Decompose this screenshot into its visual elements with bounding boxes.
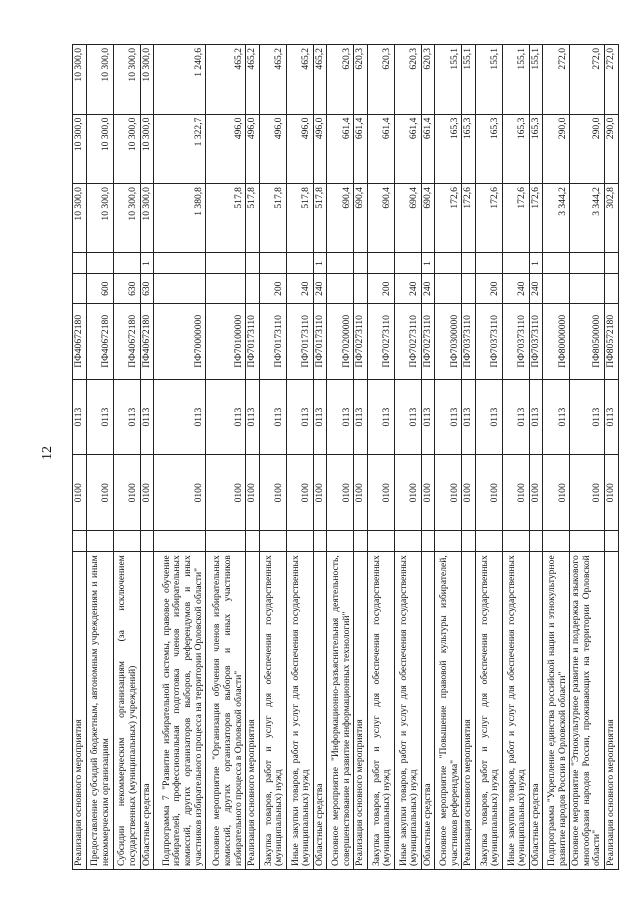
subsection-code: 0113 xyxy=(529,379,543,455)
source-mark xyxy=(394,253,421,274)
amount-year-2: 661,4 xyxy=(327,114,354,183)
section-code: 0100 xyxy=(206,455,246,531)
section-code: 0100 xyxy=(462,455,476,531)
source-mark xyxy=(327,253,354,274)
amount-year-2: 165,3 xyxy=(502,114,529,183)
section-code: 0100 xyxy=(529,455,543,531)
table-row xyxy=(206,45,246,870)
amount-year-1: 172,6 xyxy=(529,184,543,253)
target-article: ПФ70373110 xyxy=(475,303,502,379)
subsection-code: 0113 xyxy=(435,379,462,455)
blank-cell xyxy=(421,531,435,552)
expense-type xyxy=(435,274,462,303)
table-row xyxy=(327,45,354,870)
source-mark xyxy=(286,253,313,274)
source-mark xyxy=(154,253,206,274)
amount-year-2: 496,0 xyxy=(206,114,246,183)
source-mark xyxy=(206,253,246,274)
amount-year-2: 10 300,0 xyxy=(73,114,87,183)
amount-year-2: 496,0 xyxy=(286,114,313,183)
table-row xyxy=(543,45,570,870)
blank-cell xyxy=(246,531,260,552)
expense-type xyxy=(570,274,605,303)
table-row xyxy=(73,45,87,870)
amount-year-3: 155,1 xyxy=(475,45,502,115)
table-row xyxy=(86,45,113,870)
amount-year-1: 517,8 xyxy=(246,184,260,253)
table-row xyxy=(154,45,206,870)
amount-year-3: 10 300,0 xyxy=(113,45,140,115)
blank-cell xyxy=(313,531,327,552)
subsection-code: 0113 xyxy=(154,379,206,455)
row-name: Иные закупки товаров, работ и услуг для обеспечения государственных (муниципальных) нужд xyxy=(394,552,421,870)
table-row xyxy=(421,45,435,870)
source-mark xyxy=(475,253,502,274)
section-code: 0100 xyxy=(313,455,327,531)
amount-year-2: 496,0 xyxy=(246,114,260,183)
source-mark: 1 xyxy=(529,253,543,274)
expense-type: 200 xyxy=(475,274,502,303)
target-article: ПФ70100000 xyxy=(206,303,246,379)
amount-year-1: 690,4 xyxy=(367,184,394,253)
row-name: Иные закупки товаров, работ и услуг для обеспечения государственных (муниципальных) нужд xyxy=(502,552,529,870)
amount-year-1: 690,4 xyxy=(354,184,368,253)
blank-cell xyxy=(529,531,543,552)
row-name: Предоставление субсидий бюджетным, автономным учреждениям и иным некоммерческим организациям xyxy=(86,552,113,870)
amount-year-2: 290,0 xyxy=(605,114,619,183)
table-row xyxy=(570,45,605,870)
section-code: 0100 xyxy=(354,455,368,531)
amount-year-2: 661,4 xyxy=(367,114,394,183)
subsection-code: 0113 xyxy=(421,379,435,455)
expense-type: 240 xyxy=(313,274,327,303)
amount-year-3: 465,2 xyxy=(313,45,327,115)
amount-year-1: 517,8 xyxy=(259,184,286,253)
amount-year-1: 172,6 xyxy=(475,184,502,253)
amount-year-1: 690,4 xyxy=(394,184,421,253)
target-article: ПФ70273110 xyxy=(354,303,368,379)
amount-year-3: 155,1 xyxy=(502,45,529,115)
section-code: 0100 xyxy=(113,455,140,531)
subsection-code: 0113 xyxy=(475,379,502,455)
source-mark xyxy=(605,253,619,274)
target-article: ПФ40672180 xyxy=(140,303,154,379)
amount-year-2: 661,4 xyxy=(394,114,421,183)
amount-year-1: 517,8 xyxy=(206,184,246,253)
expense-type: 630 xyxy=(113,274,140,303)
subsection-code: 0113 xyxy=(86,379,113,455)
amount-year-1: 690,4 xyxy=(327,184,354,253)
amount-year-3: 620,3 xyxy=(367,45,394,115)
expense-type xyxy=(462,274,476,303)
row-name: Основное мероприятие "Информационно-разъяснительная деятельность, совершенствование и развитие информационных технологий" xyxy=(327,552,354,870)
row-name: Закупка товаров, работ и услуг для обеспечения государственных (муниципальных) нужд xyxy=(367,552,394,870)
amount-year-3: 1 240,6 xyxy=(154,45,206,115)
amount-year-1: 172,6 xyxy=(502,184,529,253)
section-code: 0100 xyxy=(570,455,605,531)
target-article: ПФ70373110 xyxy=(529,303,543,379)
amount-year-2: 10 300,0 xyxy=(113,114,140,183)
target-article: ПФ70373110 xyxy=(502,303,529,379)
expense-type: 630 xyxy=(140,274,154,303)
amount-year-3: 10 300,0 xyxy=(140,45,154,115)
blank-cell xyxy=(154,531,206,552)
amount-year-3: 620,3 xyxy=(421,45,435,115)
subsection-code: 0113 xyxy=(543,379,570,455)
subsection-code: 0113 xyxy=(502,379,529,455)
expense-type xyxy=(543,274,570,303)
table-row xyxy=(313,45,327,870)
table-wrapper xyxy=(72,44,617,870)
section-code: 0100 xyxy=(475,455,502,531)
expense-type: 240 xyxy=(502,274,529,303)
amount-year-3: 10 300,0 xyxy=(86,45,113,115)
table-row xyxy=(354,45,368,870)
target-article: ПФ70200000 xyxy=(327,303,354,379)
table-row xyxy=(246,45,260,870)
expense-type: 240 xyxy=(394,274,421,303)
amount-year-1: 10 300,0 xyxy=(86,184,113,253)
target-article: ПФ70300000 xyxy=(435,303,462,379)
target-article: ПФ70173110 xyxy=(246,303,260,379)
amount-year-2: 10 300,0 xyxy=(86,114,113,183)
amount-year-2: 496,0 xyxy=(313,114,327,183)
subsection-code: 0113 xyxy=(313,379,327,455)
blank-cell xyxy=(543,531,570,552)
blank-cell xyxy=(605,531,619,552)
expense-type xyxy=(206,274,246,303)
subsection-code: 0113 xyxy=(462,379,476,455)
table-row xyxy=(529,45,543,870)
table-row xyxy=(462,45,476,870)
section-code: 0100 xyxy=(259,455,286,531)
amount-year-2: 1 322,7 xyxy=(154,114,206,183)
table-body xyxy=(73,45,619,870)
section-code: 0100 xyxy=(140,455,154,531)
rotated-table-area xyxy=(72,44,617,870)
blank-cell xyxy=(462,531,476,552)
section-code: 0100 xyxy=(86,455,113,531)
subsection-code: 0113 xyxy=(113,379,140,455)
row-name: Областные средства xyxy=(313,552,327,870)
source-mark: 1 xyxy=(421,253,435,274)
amount-year-1: 10 300,0 xyxy=(140,184,154,253)
blank-cell xyxy=(259,531,286,552)
blank-cell xyxy=(113,531,140,552)
section-code: 0100 xyxy=(543,455,570,531)
amount-year-2: 165,3 xyxy=(435,114,462,183)
amount-year-2: 661,4 xyxy=(421,114,435,183)
subsection-code: 0113 xyxy=(259,379,286,455)
source-mark xyxy=(502,253,529,274)
blank-cell xyxy=(327,531,354,552)
blank-cell xyxy=(394,531,421,552)
target-article: ПФ70373110 xyxy=(462,303,476,379)
blank-cell xyxy=(502,531,529,552)
amount-year-1: 1 380,8 xyxy=(154,184,206,253)
row-name: Закупка товаров, работ и услуг для обеспечения государственных (муниципальных) нужд xyxy=(259,552,286,870)
row-name: Реализация основного мероприятия xyxy=(462,552,476,870)
section-code: 0100 xyxy=(394,455,421,531)
target-article: ПФ80500000 xyxy=(570,303,605,379)
amount-year-2: 661,4 xyxy=(354,114,368,183)
target-article: ПФ80572180 xyxy=(605,303,619,379)
amount-year-3: 465,2 xyxy=(206,45,246,115)
subsection-code: 0113 xyxy=(605,379,619,455)
table-row xyxy=(140,45,154,870)
amount-year-2: 496,0 xyxy=(259,114,286,183)
row-name: Иные закупки товаров, работ и услуг для обеспечения государственных (муниципальных) нужд xyxy=(286,552,313,870)
budget-table xyxy=(72,44,619,870)
row-name: Подпрограмма 7 "Развитие избирательной системы, правовое обучение избирателей, профессиональная подготовка членов избирательных комиссий, других организаторов выборов, референдумов и иных участников избирательного процесса на территории Орловской области" xyxy=(154,552,206,870)
amount-year-3: 272,0 xyxy=(605,45,619,115)
blank-cell xyxy=(286,531,313,552)
row-name: Реализация основного мероприятия xyxy=(605,552,619,870)
expense-type xyxy=(605,274,619,303)
subsection-code: 0113 xyxy=(394,379,421,455)
section-code: 0100 xyxy=(73,455,87,531)
row-name: Областные средства xyxy=(140,552,154,870)
subsection-code: 0113 xyxy=(206,379,246,455)
source-mark xyxy=(113,253,140,274)
expense-type xyxy=(73,274,87,303)
amount-year-1: 517,8 xyxy=(313,184,327,253)
amount-year-1: 302,8 xyxy=(605,184,619,253)
amount-year-3: 272,0 xyxy=(570,45,605,115)
table-row xyxy=(605,45,619,870)
blank-cell xyxy=(73,531,87,552)
row-name: Областные средства xyxy=(529,552,543,870)
amount-year-3: 465,2 xyxy=(259,45,286,115)
target-article: ПФ70173110 xyxy=(286,303,313,379)
section-code: 0100 xyxy=(502,455,529,531)
table-row xyxy=(367,45,394,870)
subsection-code: 0113 xyxy=(73,379,87,455)
subsection-code: 0113 xyxy=(570,379,605,455)
row-name: Основное мероприятие "Этнокультурное развитие и поддержка языкового многообразия народов России, проживающих на территории Орловской области" xyxy=(570,552,605,870)
section-code: 0100 xyxy=(286,455,313,531)
page-number: 12 xyxy=(40,446,55,460)
row-name: Областные средства xyxy=(421,552,435,870)
amount-year-3: 620,3 xyxy=(394,45,421,115)
source-mark xyxy=(435,253,462,274)
amount-year-2: 165,3 xyxy=(529,114,543,183)
target-article: ПФ70273110 xyxy=(367,303,394,379)
expense-type: 240 xyxy=(286,274,313,303)
source-mark xyxy=(367,253,394,274)
target-article: ПФ70173110 xyxy=(259,303,286,379)
amount-year-1: 3 344,2 xyxy=(543,184,570,253)
source-mark xyxy=(570,253,605,274)
row-name: Субсидии некоммерческим организациям (за исключением государственных (муниципальных) учреждений) xyxy=(113,552,140,870)
source-mark xyxy=(73,253,87,274)
amount-year-1: 3 344,2 xyxy=(570,184,605,253)
expense-type: 200 xyxy=(259,274,286,303)
subsection-code: 0113 xyxy=(367,379,394,455)
row-name: Основное мероприятие "Повышение правовой культуры избирателей, участников референдума" xyxy=(435,552,462,870)
row-name: Закупка товаров, работ и услуг для обеспечения государственных (муниципальных) нужд xyxy=(475,552,502,870)
expense-type xyxy=(154,274,206,303)
blank-cell xyxy=(354,531,368,552)
row-name: Основное мероприятие "Организация обучения членов избирательных комиссий, других организаторов выборов и иных участников избирательного процесса в Орловской области" xyxy=(206,552,246,870)
blank-cell xyxy=(86,531,113,552)
table-row xyxy=(113,45,140,870)
expense-type xyxy=(327,274,354,303)
amount-year-2: 290,0 xyxy=(543,114,570,183)
blank-cell xyxy=(367,531,394,552)
section-code: 0100 xyxy=(421,455,435,531)
amount-year-1: 517,8 xyxy=(286,184,313,253)
amount-year-2: 10 300,0 xyxy=(140,114,154,183)
row-name: Реализация основного мероприятия xyxy=(354,552,368,870)
row-name: Подпрограмма "Укрепление единства российской нации и этнокультурное развитие народов России в Орловской области" xyxy=(543,552,570,870)
amount-year-3: 465,2 xyxy=(246,45,260,115)
amount-year-1: 172,6 xyxy=(462,184,476,253)
amount-year-2: 165,3 xyxy=(462,114,476,183)
target-article: ПФ70173110 xyxy=(313,303,327,379)
subsection-code: 0113 xyxy=(327,379,354,455)
section-code: 0100 xyxy=(435,455,462,531)
source-mark: 1 xyxy=(140,253,154,274)
amount-year-3: 465,2 xyxy=(286,45,313,115)
row-name: Реализация основного мероприятия xyxy=(246,552,260,870)
source-mark xyxy=(354,253,368,274)
table-row xyxy=(394,45,421,870)
target-article: ПФ40672180 xyxy=(113,303,140,379)
expense-type: 600 xyxy=(86,274,113,303)
source-mark xyxy=(259,253,286,274)
source-mark xyxy=(462,253,476,274)
expense-type: 200 xyxy=(367,274,394,303)
table-row xyxy=(502,45,529,870)
expense-type xyxy=(246,274,260,303)
blank-cell xyxy=(140,531,154,552)
amount-year-3: 155,1 xyxy=(462,45,476,115)
section-code: 0100 xyxy=(605,455,619,531)
table-row xyxy=(435,45,462,870)
table-row xyxy=(259,45,286,870)
target-article: ПФ70273110 xyxy=(421,303,435,379)
target-article: ПФ70273110 xyxy=(394,303,421,379)
blank-cell xyxy=(475,531,502,552)
expense-type xyxy=(354,274,368,303)
subsection-code: 0113 xyxy=(286,379,313,455)
table-row xyxy=(286,45,313,870)
amount-year-3: 10 300,0 xyxy=(73,45,87,115)
amount-year-1: 10 300,0 xyxy=(73,184,87,253)
amount-year-1: 172,6 xyxy=(435,184,462,253)
amount-year-3: 155,1 xyxy=(529,45,543,115)
amount-year-1: 690,4 xyxy=(421,184,435,253)
blank-cell xyxy=(435,531,462,552)
source-mark xyxy=(543,253,570,274)
target-article: ПФ70000000 xyxy=(154,303,206,379)
expense-type: 240 xyxy=(421,274,435,303)
section-code: 0100 xyxy=(367,455,394,531)
amount-year-3: 620,3 xyxy=(354,45,368,115)
blank-cell xyxy=(206,531,246,552)
source-mark xyxy=(246,253,260,274)
section-code: 0100 xyxy=(154,455,206,531)
target-article: ПФ40672180 xyxy=(86,303,113,379)
source-mark xyxy=(86,253,113,274)
expense-type: 240 xyxy=(529,274,543,303)
target-article: ПФ80000000 xyxy=(543,303,570,379)
section-code: 0100 xyxy=(327,455,354,531)
amount-year-3: 155,1 xyxy=(435,45,462,115)
row-name: Реализация основного мероприятия xyxy=(73,552,87,870)
subsection-code: 0113 xyxy=(140,379,154,455)
amount-year-2: 290,0 xyxy=(570,114,605,183)
blank-cell xyxy=(570,531,605,552)
table-row xyxy=(475,45,502,870)
target-article: ПФ40672180 xyxy=(73,303,87,379)
amount-year-3: 620,3 xyxy=(327,45,354,115)
amount-year-1: 10 300,0 xyxy=(113,184,140,253)
amount-year-2: 165,3 xyxy=(475,114,502,183)
source-mark: 1 xyxy=(313,253,327,274)
amount-year-3: 272,0 xyxy=(543,45,570,115)
section-code: 0100 xyxy=(246,455,260,531)
subsection-code: 0113 xyxy=(354,379,368,455)
subsection-code: 0113 xyxy=(246,379,260,455)
